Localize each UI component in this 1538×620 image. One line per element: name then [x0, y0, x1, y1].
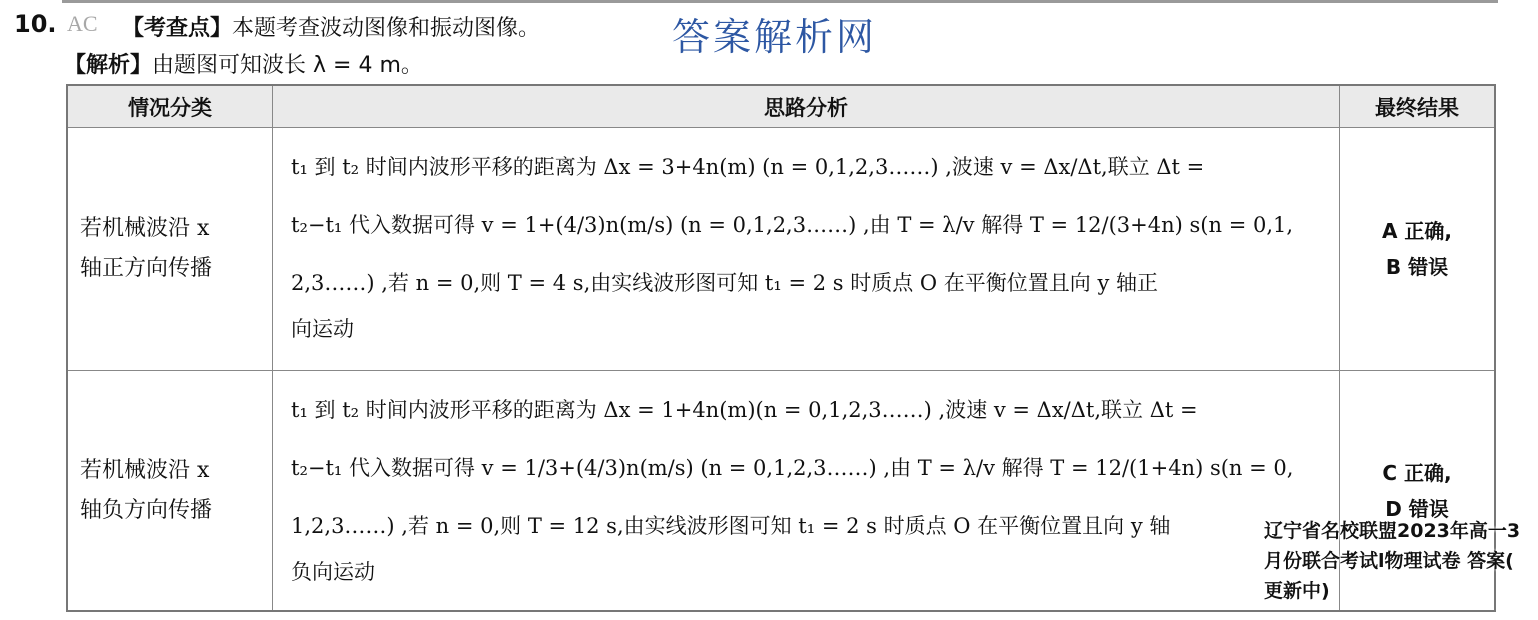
row1-result-line: A 正确, [1381, 219, 1453, 243]
column-header-result: 最终结果 [1340, 86, 1494, 128]
row1-result-line: B 错误 [1385, 255, 1449, 279]
row1-analysis [273, 128, 1340, 371]
column-header-analysis: 思路分析 [273, 86, 1340, 128]
analysis-line [64, 48, 423, 79]
row1-category-line: 轴正方向传播 [80, 256, 213, 281]
row1-category [68, 128, 273, 371]
key-point-label: 【考查点】 [122, 16, 233, 41]
top-divider [62, 0, 1498, 3]
row2-analysis-line: t₂−t₁ 代入数据可得 v = 1/3+(4/3)n(m/s) (n = 0,1,2,3……) ,由 T = λ/v 解得 T = 12/(1+4n) s(n = 0, [291, 456, 1294, 480]
key-point-text: 本题考查波动图像和振动图像。 [232, 16, 541, 41]
row2-result-line: C 正确, [1382, 460, 1452, 485]
row1-analysis-line: 2,3……) ,若 n = 0,则 T = 4 s,由实线波形图可知 t₁ = 2 s 时质点 O 在平衡位置且向 y 轴正 [291, 271, 1158, 295]
row2-category-line: 若机械波沿 x [80, 457, 210, 483]
overlay-line: 辽宁省名校联盟2023年高一3 [1264, 520, 1521, 542]
question-number: 10. [14, 10, 57, 38]
row1-result [1340, 128, 1494, 371]
row1-analysis-line: 向运动 [291, 317, 354, 341]
row1-category-line: 若机械波沿 x [80, 216, 210, 241]
column-header-category: 情况分类 [68, 86, 273, 128]
row1-analysis-line: t₂−t₁ 代入数据可得 v = 1+(4/3)n(m/s) (n = 0,1,2,3……) ,由 T = λ/v 解得 T = 12/(3+4n) s(n = 0,1, [291, 213, 1294, 237]
row2-analysis-line: t₁ 到 t₂ 时间内波形平移的距离为 Δx = 1+4n(m)(n = 0,1,2,3……) ,波速 v = Δx/Δt,联立 Δt = [291, 398, 1198, 422]
analysis-intro-text: 由题图可知波长 λ = 4 m。 [152, 53, 423, 78]
row2-analysis-line: 1,2,3……) ,若 n = 0,则 T = 12 s,由实线波形图可知 t₁ = 2 s 时质点 O 在平衡位置且向 y 轴 [291, 514, 1171, 538]
overlay-caption [1264, 516, 1538, 606]
watermark-text: 答案解析网 [672, 15, 878, 59]
row2-category-line: 轴负方向传播 [80, 497, 213, 523]
row2-analysis-line: 负向运动 [291, 560, 375, 584]
overlay-line: 更新中) [1264, 580, 1330, 602]
row2-analysis [273, 371, 1340, 610]
answer-label: AC [67, 11, 98, 36]
row2-result-line: D 错误 [1385, 496, 1449, 521]
row1-analysis-line: t₁ 到 t₂ 时间内波形平移的距离为 Δx = 3+4n(m) (n = 0,1,2,3……) ,波速 v = Δx/Δt,联立 Δt = [291, 155, 1205, 179]
row2-category [68, 371, 273, 610]
analysis-label: 【解析】 [64, 53, 153, 78]
key-point-line [122, 11, 540, 42]
overlay-line: 月份联合考试l物理试卷 答案( [1264, 550, 1514, 572]
